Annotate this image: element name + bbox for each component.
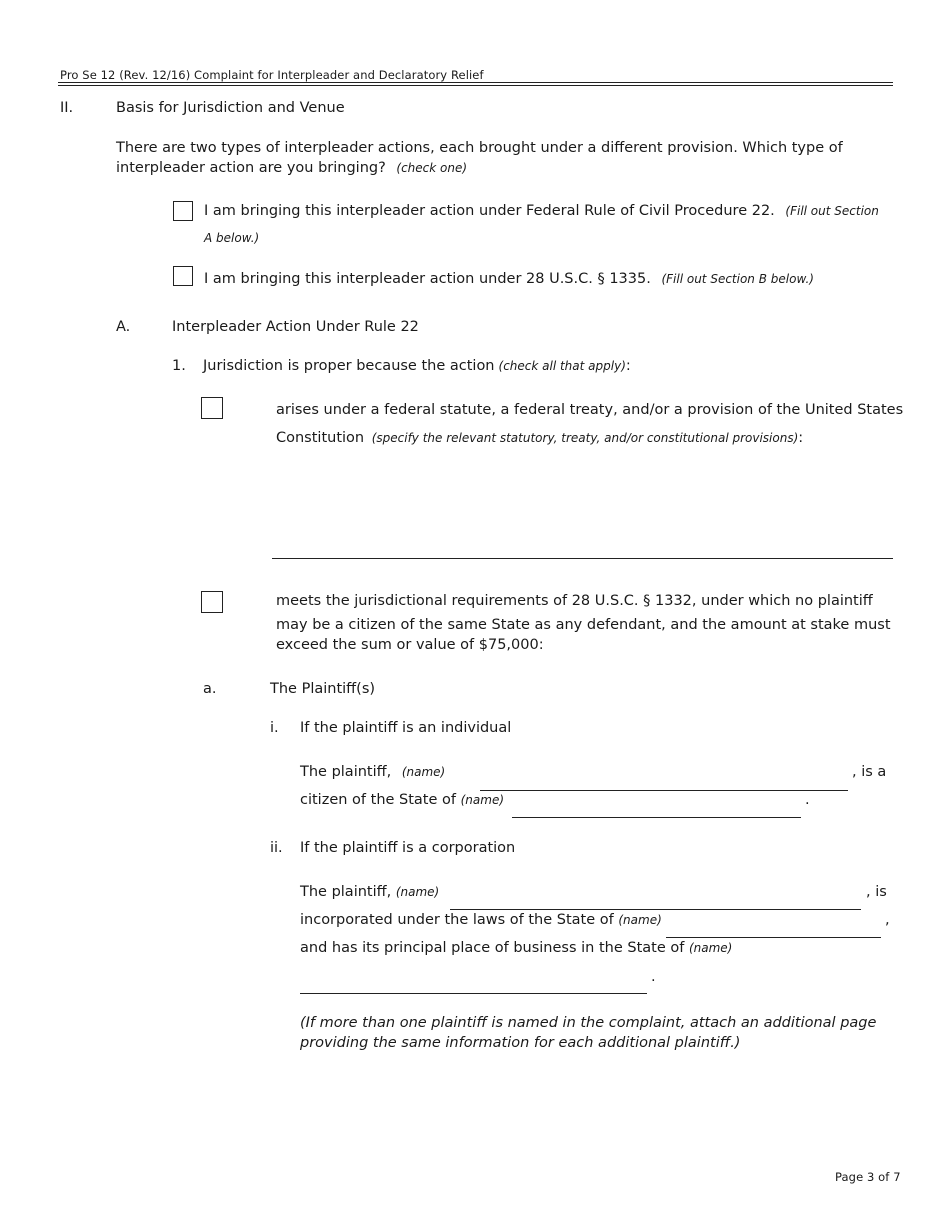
- federal-question-colon: :: [798, 430, 804, 446]
- section1335-option-text: I am bringing this interpleader action under 28 U.S.C. § 1335.: [204, 271, 651, 287]
- individual-name-label: The plaintiff,: [300, 764, 392, 780]
- plaintiffs-title: The Plaintiff(s): [270, 681, 376, 697]
- individual-state-label: citizen of the State of: [300, 792, 457, 808]
- corporation-incorp-label: incorporated under the laws of the State of: [300, 912, 614, 928]
- section-title: Basis for Jurisdiction and Venue: [116, 100, 345, 116]
- corporation-title: If the plaintiff is a corporation: [300, 840, 516, 856]
- intro-hint: (check one): [396, 161, 468, 175]
- corporation-name-hint: (name): [395, 885, 440, 899]
- individual-state-input-line[interactable]: [512, 817, 801, 818]
- corporation-incorp-row: [300, 912, 662, 928]
- intro-text-line2: [116, 160, 467, 176]
- corporation-name-suffix: , is: [866, 884, 887, 900]
- rule22-option-hint: (Fill out Section: [785, 204, 879, 218]
- corporation-name-input-line[interactable]: [450, 909, 861, 910]
- page-number: Page 3 of 7: [835, 1170, 901, 1184]
- diversity-line2: may be a citizen of the same State as any defendant, and the amount at stake must: [276, 617, 891, 633]
- header-rule-bottom: [58, 85, 893, 86]
- item-jurisdiction-hint: (check all that apply): [498, 359, 626, 373]
- federal-provisions-input-line[interactable]: [272, 558, 893, 559]
- section1335-checkbox[interactable]: [173, 266, 193, 286]
- individual-state-row: [300, 792, 504, 808]
- diversity-checkbox[interactable]: [201, 591, 223, 613]
- rule22-option-text: I am bringing this interpleader action under Federal Rule of Civil Procedure 22.: [204, 203, 775, 219]
- corporation-business-row: [300, 940, 732, 956]
- additional-plaintiff-note-line2: providing the same information for each additional plaintiff.): [300, 1035, 741, 1051]
- individual-title: If the plaintiff is an individual: [300, 720, 512, 736]
- additional-plaintiff-note-line1: (If more than one plaintiff is named in the complaint, attach an additional page: [300, 1015, 877, 1031]
- rule22-checkbox[interactable]: [173, 201, 193, 221]
- individual-numeral: i.: [270, 720, 279, 736]
- individual-name-input-line[interactable]: [480, 790, 848, 791]
- corporation-business-hint: (name): [688, 941, 733, 955]
- rule22-option: [204, 203, 879, 219]
- header-rule-top: [58, 82, 893, 83]
- federal-question-hint: (specify the relevant statutory, treaty, and/or constitutional provisions): [371, 431, 799, 445]
- plaintiffs-letter: a.: [203, 681, 217, 697]
- corporation-name-label: The plaintiff,: [300, 884, 392, 900]
- diversity-line1: meets the jurisdictional requirements of 28 U.S.C. § 1332, under which no plaintiff: [276, 593, 873, 609]
- corporation-incorp-hint: (name): [618, 913, 662, 927]
- section1335-option: [204, 271, 814, 287]
- intro-question: interpleader action are you bringing?: [116, 160, 386, 176]
- individual-name-row: [300, 764, 445, 780]
- section-number: II.: [60, 100, 74, 116]
- corporation-name-row: [300, 884, 439, 900]
- individual-name-suffix: , is a: [852, 764, 887, 780]
- corporation-business-suffix: .: [651, 969, 656, 985]
- item-number: 1.: [172, 358, 186, 374]
- rule22-option-hint-cont: A below.): [204, 231, 260, 245]
- diversity-line3: exceed the sum or value of $75,000:: [276, 637, 544, 653]
- individual-state-hint: (name): [460, 793, 505, 807]
- section1335-option-hint: (Fill out Section B below.): [661, 272, 814, 286]
- corporation-incorp-suffix: ,: [885, 912, 890, 928]
- form-header: Pro Se 12 (Rev. 12/16) Complaint for Interpleader and Declaratory Relief: [60, 68, 484, 82]
- federal-question-constitution: Constitution: [276, 430, 365, 446]
- corporation-business-label: and has its principal place of business in the State of: [300, 940, 685, 956]
- subsection-letter: A.: [116, 319, 131, 335]
- item-jurisdiction: [203, 358, 631, 374]
- federal-question-line2: [276, 430, 803, 446]
- federal-question-checkbox[interactable]: [201, 397, 223, 419]
- individual-state-suffix: .: [805, 792, 810, 808]
- item-jurisdiction-text: Jurisdiction is proper because the action: [203, 358, 495, 374]
- subsection-title: Interpleader Action Under Rule 22: [172, 319, 419, 335]
- item-jurisdiction-colon: :: [625, 358, 631, 374]
- federal-question-line1: arises under a federal statute, a federal treaty, and/or a provision of the United States: [276, 402, 904, 418]
- corporation-business-input-line[interactable]: [300, 993, 647, 994]
- corporation-incorp-input-line[interactable]: [666, 937, 881, 938]
- intro-text-line1: There are two types of interpleader actions, each brought under a different provision. Which type of: [116, 140, 843, 156]
- individual-name-hint: (name): [401, 765, 446, 779]
- corporation-numeral: ii.: [270, 840, 283, 856]
